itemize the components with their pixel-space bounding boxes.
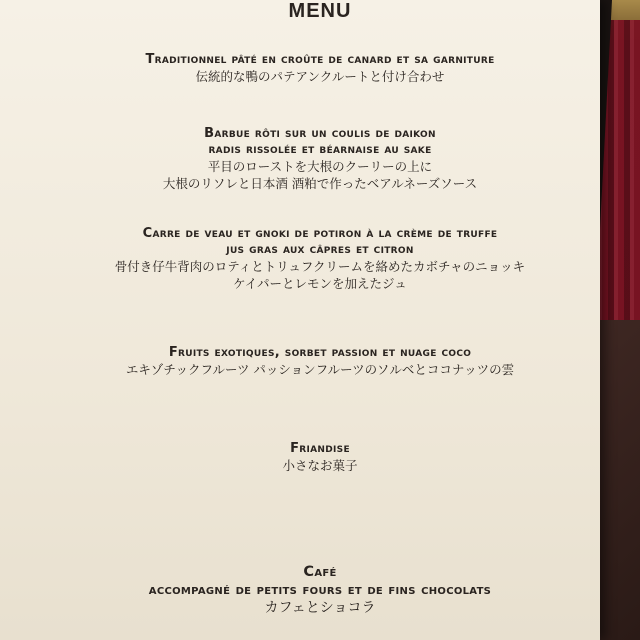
menu-title: MENU xyxy=(288,0,352,22)
course-french: Fruits exotiques, sorbet passion et nuage coco xyxy=(168,345,472,360)
course-japanese: 小さなお菓子 xyxy=(282,458,358,473)
course-japanese: 骨付き仔牛背肉のロティとトリュフクリームを絡めたカボチャのニョッキ xyxy=(114,259,526,274)
course-french: radis rissolée et béarnaise au sake xyxy=(208,142,432,157)
course-japanese: ケイパーとレモンを加えたジュ xyxy=(233,276,407,291)
course-fish xyxy=(0,126,640,192)
course-friandise xyxy=(0,441,640,474)
course-french: Friandise xyxy=(290,441,350,456)
course-french: Barbue rôti sur un coulis de daikon xyxy=(204,126,436,141)
course-french: Carre de veau et gnoki de potiron à la crème de truffe xyxy=(142,226,498,241)
course-french: jus gras aux câpres et citron xyxy=(226,242,414,257)
course-french: accompagné de petits fours et de fins chocolats xyxy=(148,582,492,598)
course-meat xyxy=(0,226,640,292)
course-starter xyxy=(0,52,640,85)
course-japanese: エキゾチックフルーツ パッションフルーツのソルベとココナッツの雲 xyxy=(125,362,515,377)
course-japanese: 伝統的な鴨のパテアンクルートと付け合わせ xyxy=(195,69,445,84)
course-japanese: カフェとショコラ xyxy=(264,600,376,616)
course-french: Traditionnel pâté en croûte de canard et sa garniture xyxy=(145,52,495,67)
course-cafe xyxy=(0,563,640,618)
course-japanese: 大根のリソレと日本酒 酒粕で作ったベアルネーズソース xyxy=(162,176,478,191)
course-dessert xyxy=(0,345,640,378)
course-japanese: 平目のローストを大根のクーリーの上に xyxy=(207,159,433,174)
course-french: Café xyxy=(303,564,337,580)
